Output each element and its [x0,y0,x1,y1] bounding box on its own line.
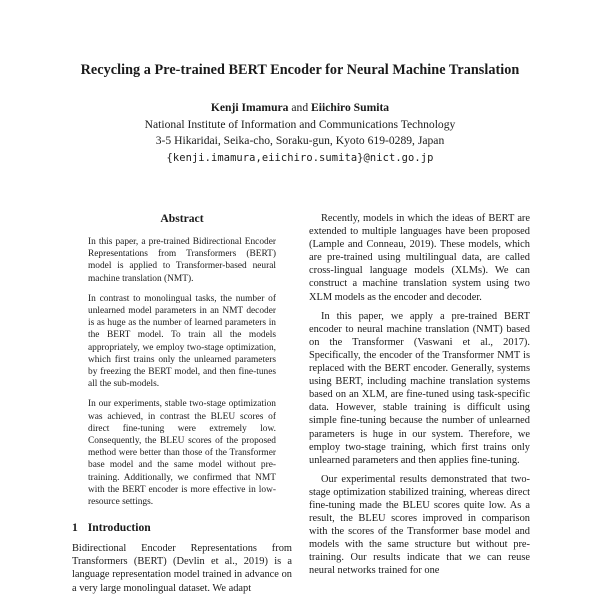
paper-title: Recycling a Pre-trained BERT Encoder for Neural Machine Translation [80,62,520,78]
author-name: Eiichiro Sumita [311,101,390,114]
section-title: Introduction [87,521,151,535]
abstract-paragraph: In contrast to monolingual tasks, the number of unlearned model parameters in an NMT decoder is as huge as the number of learned parameters in the BERT model. To train all the models appropriately, we employ two-stage optimization, which first trains only the unlearned parameters by freezing the BERT model, and then fine-tunes all the sub-models. [88,293,276,390]
author-conjunction: and [291,101,309,114]
section-number: 1 [72,521,78,535]
email: {kenji.imamura,eiichiro.sumita}@nict.go.jp [166,151,434,164]
right-column [309,212,530,584]
body-paragraph: In this paper, we apply a pre-trained BERT encoder to neural machine translation (NMT) based on the Transformer (Vaswani et al., 2017). Specifically, the encoder of the Transformer NMT is replaced with the BERT encoder. Generally, systems using BERT, including machine translation systems based on an XLM, are fine-tuned using task-specific data. However, stable training is difficult using simple fine-tuning because the number of unlearned parameters is huge in our system. Therefore, we employ two-stage training, which first trains only unlearned parameters and then applies fine-tuning. [309,310,530,466]
body-paragraph: Bidirectional Encoder Representations from Transformers (BERT) (Devlin et al., 2019) is a language representation model trained in advance on a very large monolingual dataset. We adapt [72,543,292,594]
author-name: Kenji Imamura [210,101,289,114]
abstract-paragraph: In our experiments, stable two-stage optimization was achieved, in contrast the BLEU scores of direct fine-tuning were extremely low. Consequently, the BLEU scores of the proposed method were better than those of the Transformer base model and the same model without pre-training. Additionally, we confirmed that NMT with the BERT encoder is more effective in low-resource settings. [88,399,276,508]
body-paragraph: Our experimental results demonstrated that two-stage optimization stabilized training, whereas direct fine-tuning made the BLEU scores quite low. As a result, the BLEU scores improved in comparison with the scores of the Transformer base model and models with the same structure but without pre-training. Our results indicate that we can reuse neural networks trained for one [309,473,530,577]
abstract-body [88,236,276,508]
left-column [72,212,292,595]
introduction-body [72,542,292,594]
section-heading-introduction [72,521,292,534]
abstract-heading: Abstract [160,212,204,225]
abstract-paragraph: In this paper, a pre-trained Bidirectional Encoder Representations from Transformers (BERT) model is applied to Transformer-based neural machine translation (NMT). [88,237,276,284]
affiliation: National Institute of Information and Communications Technology [144,117,456,131]
author-names [0,100,600,117]
author-block [0,100,600,166]
body-paragraph: Recently, models in which the ideas of BERT are extended to multiple languages have been proposed (Lample and Conneau, 2019). These models, which are pre-trained using multilingual data, are called cross-lingual language models (XLMs). We can construct a machine translation system using two XLM models as the encoder and decoder. [309,213,530,303]
address: 3-5 Hikaridai, Seika-cho, Soraku-gun, Kyoto 619-0289, Japan [155,134,445,147]
